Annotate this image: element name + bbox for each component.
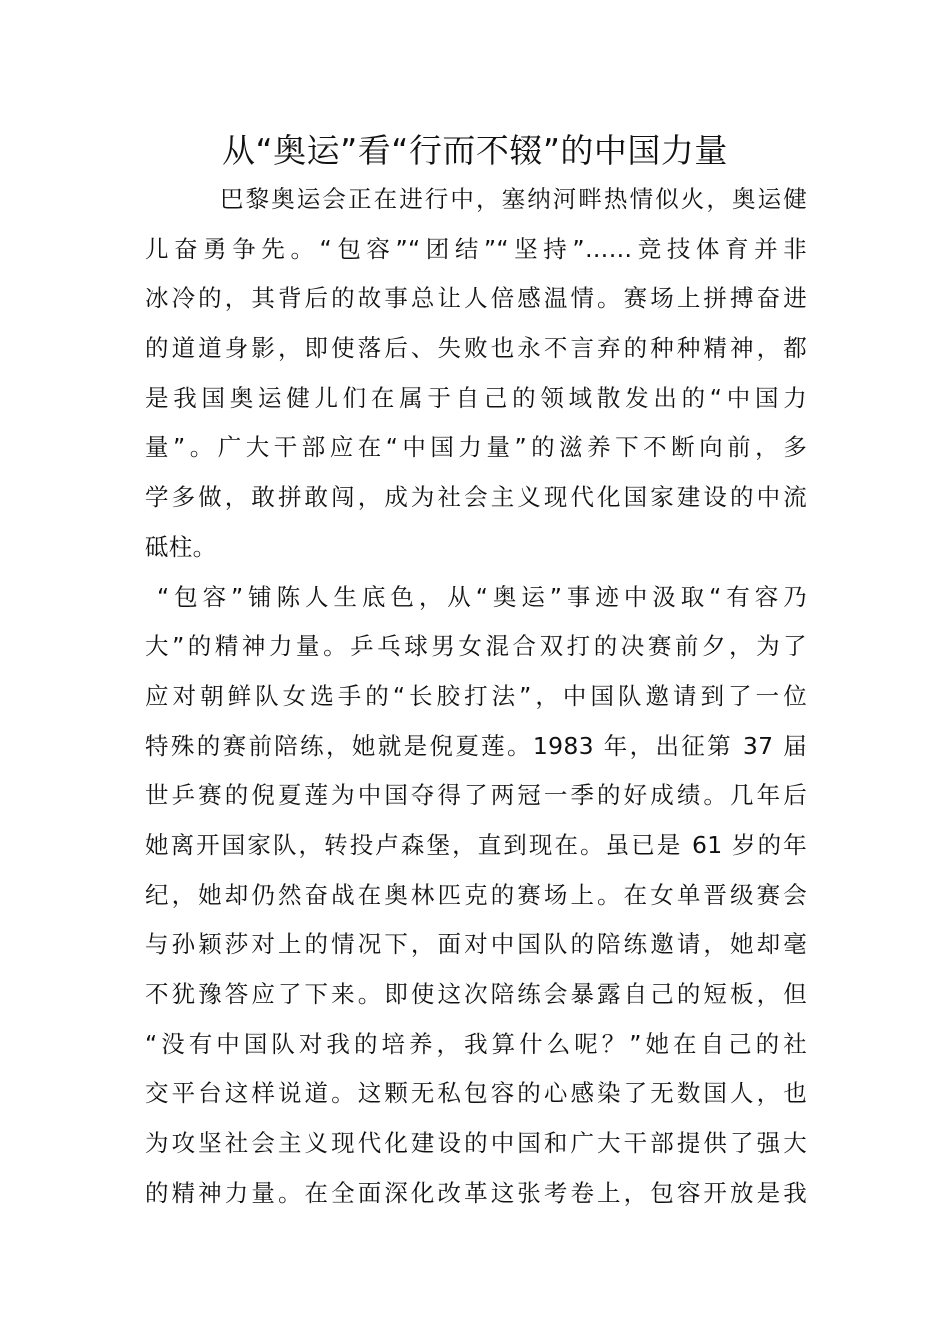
text-line: 特殊的赛前陪练，她就是倪夏莲。1983 年，出征第 37 届: [145, 731, 807, 760]
text-line: 量”。广大干部应在“中国力量”的滋养下不断向前，多: [145, 433, 807, 462]
text-line: 不犹豫答应了下来。即使这次陪练会暴露自己的短板，但: [145, 980, 807, 1008]
text-line: 与孙颖莎对上的情况下，面对中国队的陪练邀请，她却毫: [145, 930, 807, 959]
document-body: [145, 175, 807, 1218]
text-line: 世乒赛的倪夏莲为中国夺得了两冠一季的好成绩。几年后: [145, 781, 807, 810]
text-line: 砥柱。: [145, 532, 217, 561]
text-line: 学多做，敢拼敢闯，成为社会主义现代化国家建设的中流: [145, 483, 807, 512]
text-line: 大”的精神力量。乒乓球男女混合双打的决赛前夕，为了: [145, 632, 807, 661]
text-line: “包容”铺陈人生底色，从“奥运”事迹中汲取“有容乃: [157, 582, 807, 611]
text-line: 应对朝鲜队女选手的“长胶打法”，中国队邀请到了一位: [145, 681, 807, 710]
text-line: 她离开国家队，转投卢森堡，直到现在。虽已是 61 岁的年: [145, 830, 807, 859]
document-title: 从“奥运”看“行而不辍”的中国力量: [222, 131, 728, 170]
text-line: 纪，她却仍然奋战在奥林匹克的赛场上。在女单晋级赛会: [145, 880, 807, 909]
text-line: 交平台这样说道。这颗无私包容的心感染了无数国人，也: [145, 1079, 807, 1108]
text-line: 是我国奥运健儿们在属于自己的领域散发出的“中国力: [145, 383, 807, 412]
paragraph-2: [145, 573, 807, 1219]
text-line: 巴黎奥运会正在进行中，塞纳河畔热情似火，奥运健: [220, 185, 807, 213]
text-line: 的精神力量。在全面深化改革这张考卷上，包容开放是我: [145, 1178, 807, 1207]
text-line: 冰冷的，其背后的故事总让人倍感温情。赛场上拼搏奋进: [145, 284, 807, 313]
text-line: 为攻坚社会主义现代化建设的中国和广大干部提供了强大: [145, 1129, 807, 1158]
text-line: 儿奋勇争先。“包容”“团结”“坚持”……竞技体育并非: [145, 234, 807, 263]
paragraph-1: [145, 175, 807, 573]
text-line: 的道道身影，即使落后、失败也永不言弃的种种精神，都: [145, 334, 807, 363]
text-line: “没有中国队对我的培养，我算什么呢？”她在自己的社: [145, 1029, 807, 1058]
